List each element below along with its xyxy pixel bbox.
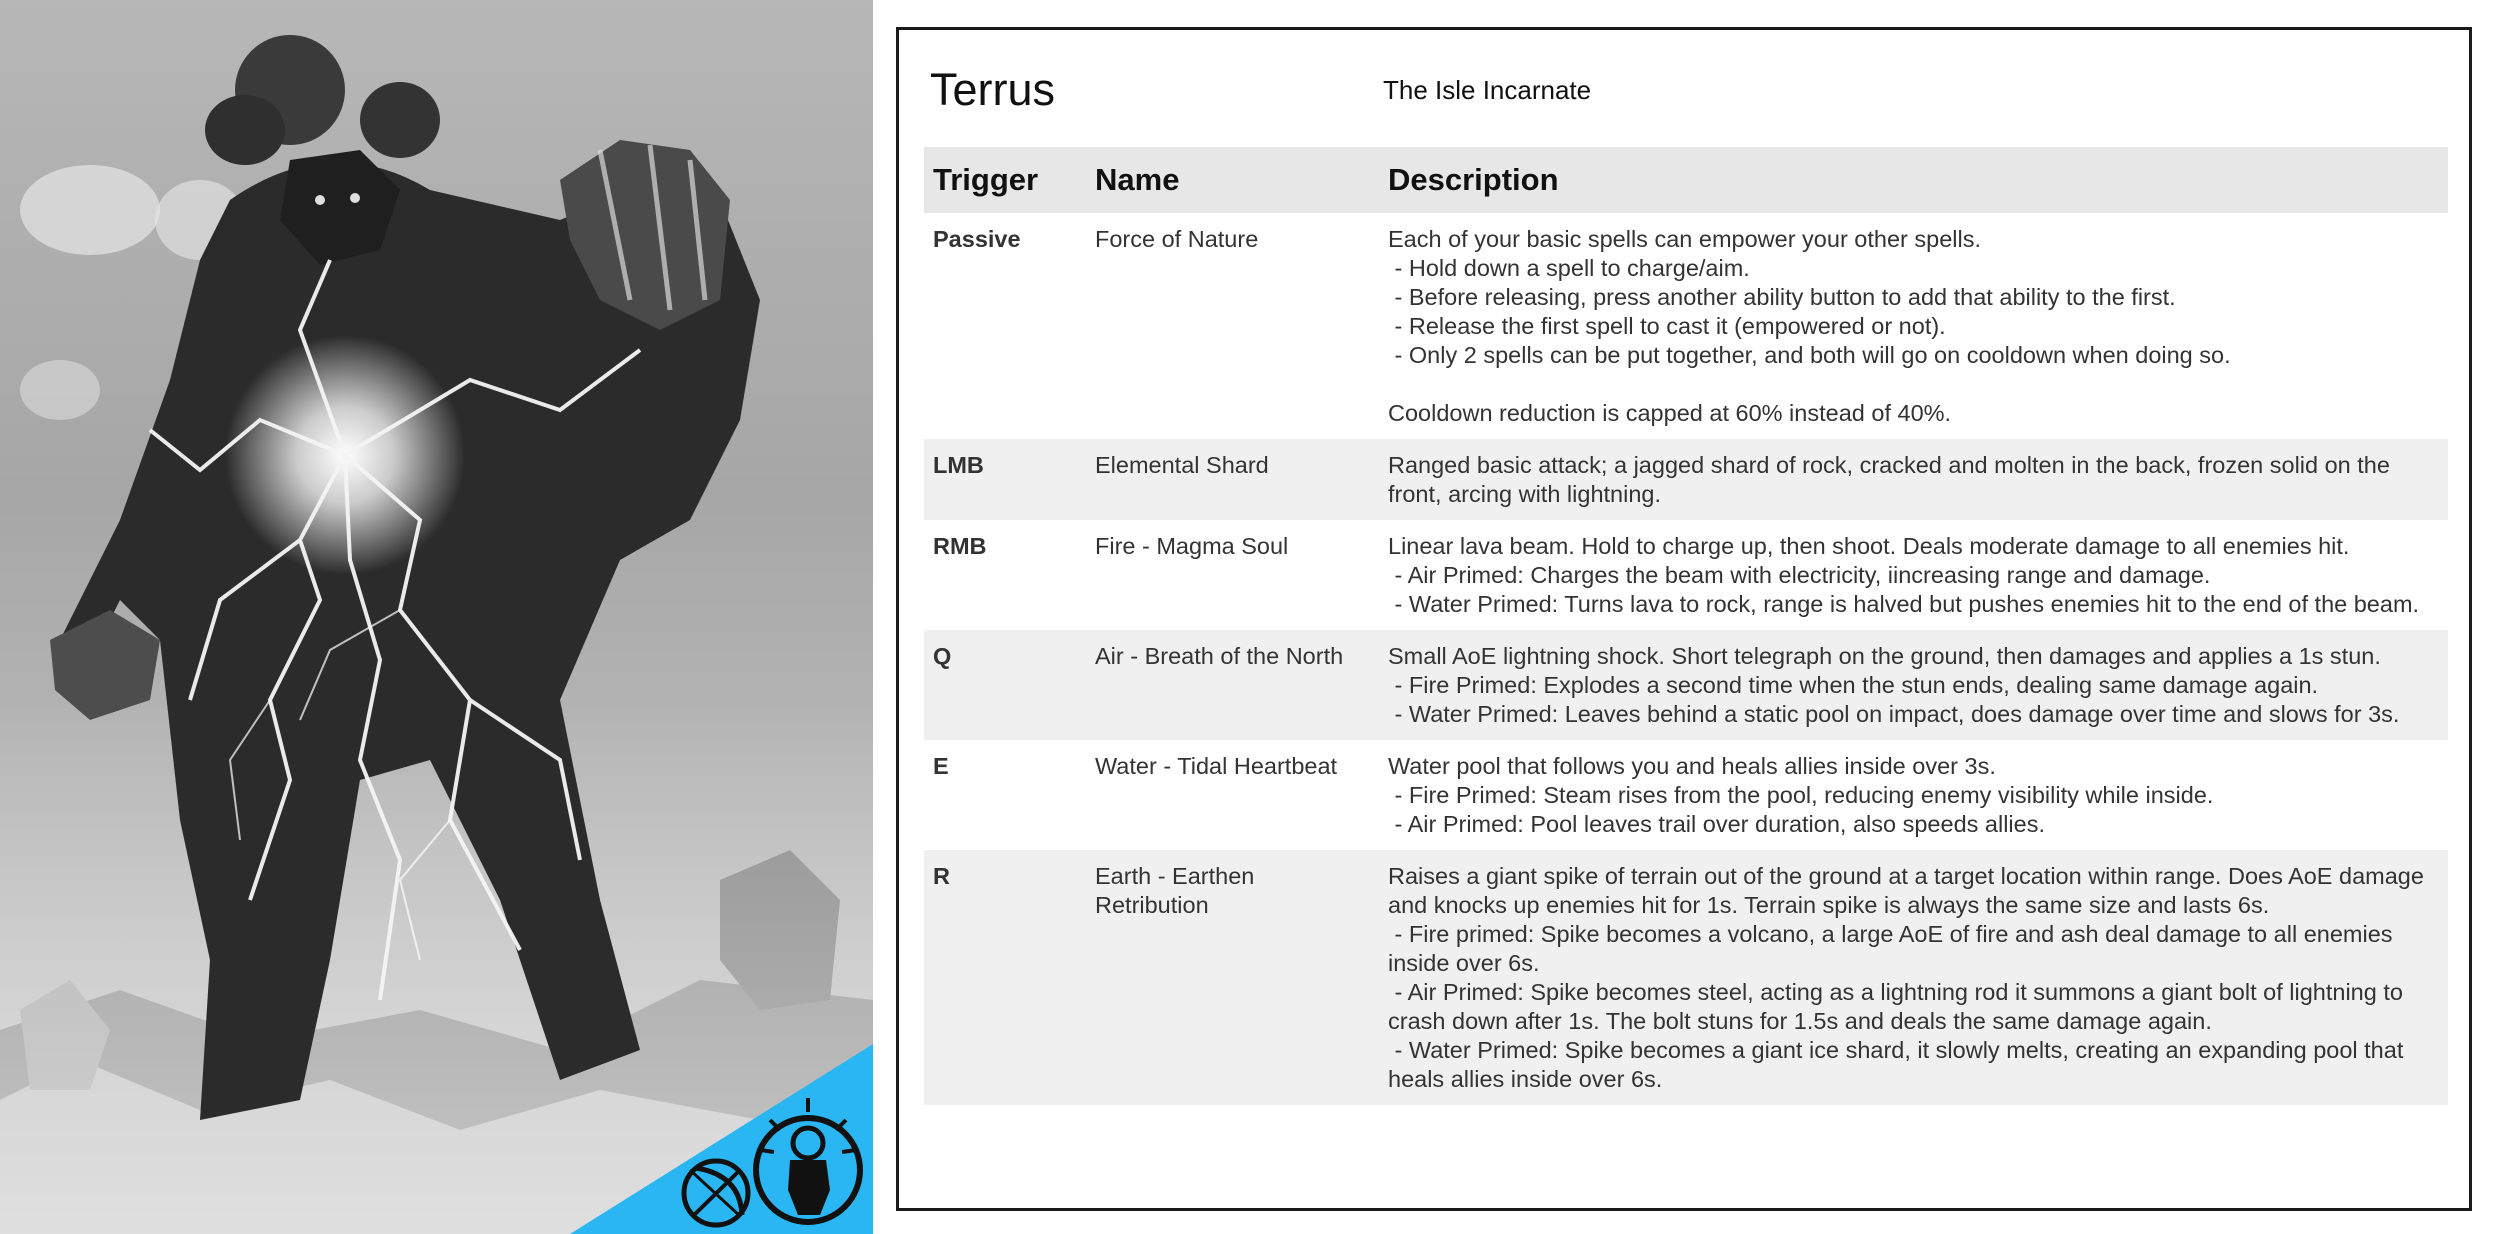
- ability-description: [1379, 213, 2448, 439]
- ability-description: [1379, 740, 2448, 850]
- ability-name: Force of Nature: [1095, 226, 1259, 252]
- description-line: Water pool that follows you and heals allies inside over 3s.: [1388, 753, 1996, 779]
- description-line: Small AoE lightning shock. Short telegraph on the ground, then damages and applies a 1s stun.: [1388, 643, 2381, 669]
- description-line: - Fire primed: Spike becomes a volcano, a large AoE of fire and ash deal damage to all enemies inside over 6s.: [1388, 921, 2400, 976]
- abilities-table: [924, 147, 2448, 1105]
- ability-trigger: E: [933, 753, 949, 779]
- ability-name: Earth - Earthen Retribution: [1086, 850, 1379, 1105]
- header-name: Name: [1086, 147, 1379, 213]
- description-line: Ranged basic attack; a jagged shard of rock, cracked and molten in the back, frozen solid on the front, arcing with lightning.: [1388, 452, 2397, 507]
- table-row: [924, 630, 2448, 740]
- hero-title: The Isle Incarnate: [1383, 75, 1592, 105]
- ability-trigger: Passive: [933, 226, 1021, 252]
- table-row: [924, 439, 2448, 520]
- ability-name: Elemental Shard: [1086, 439, 1379, 520]
- ability-description: [1379, 439, 2448, 520]
- description-line: [1388, 370, 2440, 399]
- description-line: Raises a giant spike of terrain out of the ground at a target location within range. Does AoE damage and knocks up enemies hit for 1s. Terrain spike is always the same size and lasts 6s.: [1388, 863, 2431, 918]
- table-row: [924, 213, 2448, 439]
- description-line: Linear lava beam. Hold to charge up, then shoot. Deals moderate damage to all enemies hit.: [1388, 533, 2350, 559]
- ability-trigger: Q: [924, 630, 1086, 740]
- description-line: - Air Primed: Spike becomes steel, acting as a lightning rod it summons a giant bolt of lightning to crash down after 1s. The bolt stuns for 1.5s and deals the same damage again.: [1388, 979, 2410, 1034]
- description-line: - Water Primed: Turns lava to rock, range is halved but pushes enemies hit to the end of the beam.: [1388, 591, 2420, 617]
- description-line: - Air Primed: Pool leaves trail over duration, also speeds allies.: [1388, 811, 2046, 837]
- header-description: Description: [1379, 147, 2448, 213]
- ability-trigger: R: [924, 850, 1086, 1105]
- description-line: Cooldown reduction is capped at 60% instead of 40%.: [1388, 400, 1952, 426]
- description-line: - Only 2 spells can be put together, and both will go on cooldown when doing so.: [1388, 342, 2231, 368]
- description-line: - Water Primed: Spike becomes a giant ice shard, it slowly melts, creating an expanding pool that heals allies inside over 6s.: [1388, 1037, 2410, 1092]
- description-line: - Before releasing, press another ability button to add that ability to the first.: [1388, 284, 2176, 310]
- description-line: - Air Primed: Charges the beam with electricity, iincreasing range and damage.: [1388, 562, 2211, 588]
- table-header-row: [924, 147, 2448, 213]
- ability-description: [1379, 520, 2448, 630]
- description-line: Each of your basic spells can empower your other spells.: [1388, 226, 1982, 252]
- ability-name: Water - Tidal Heartbeat: [1095, 753, 1338, 779]
- ability-trigger: LMB: [924, 439, 1086, 520]
- description-line: - Hold down a spell to charge/aim.: [1388, 255, 1750, 281]
- description-line: - Fire Primed: Explodes a second time when the stun ends, dealing same damage again.: [1388, 672, 2319, 698]
- description-line: - Release the first spell to cast it (empowered or not).: [1388, 313, 1946, 339]
- table-row: [924, 850, 2448, 1105]
- hero-artwork: [0, 0, 873, 1234]
- table-row: [924, 520, 2448, 630]
- hero-name: Terrus: [930, 64, 1056, 115]
- raised-fist-icon: [756, 1098, 860, 1222]
- header-trigger: Trigger: [924, 147, 1086, 213]
- ability-description: [1379, 850, 2448, 1105]
- description-line: - Fire Primed: Steam rises from the pool, reducing enemy visibility while inside.: [1388, 782, 2214, 808]
- ability-description: [1379, 630, 2448, 740]
- hero-card: [896, 27, 2472, 1211]
- ability-name: Fire - Magma Soul: [1095, 533, 1289, 559]
- description-line: - Water Primed: Leaves behind a static pool on impact, does damage over time and slows for 3s.: [1388, 701, 2400, 727]
- ability-name: Air - Breath of the North: [1086, 630, 1379, 740]
- bow-arrow-icon: [684, 1161, 748, 1225]
- table-row: [924, 740, 2448, 850]
- ability-trigger: RMB: [933, 533, 987, 559]
